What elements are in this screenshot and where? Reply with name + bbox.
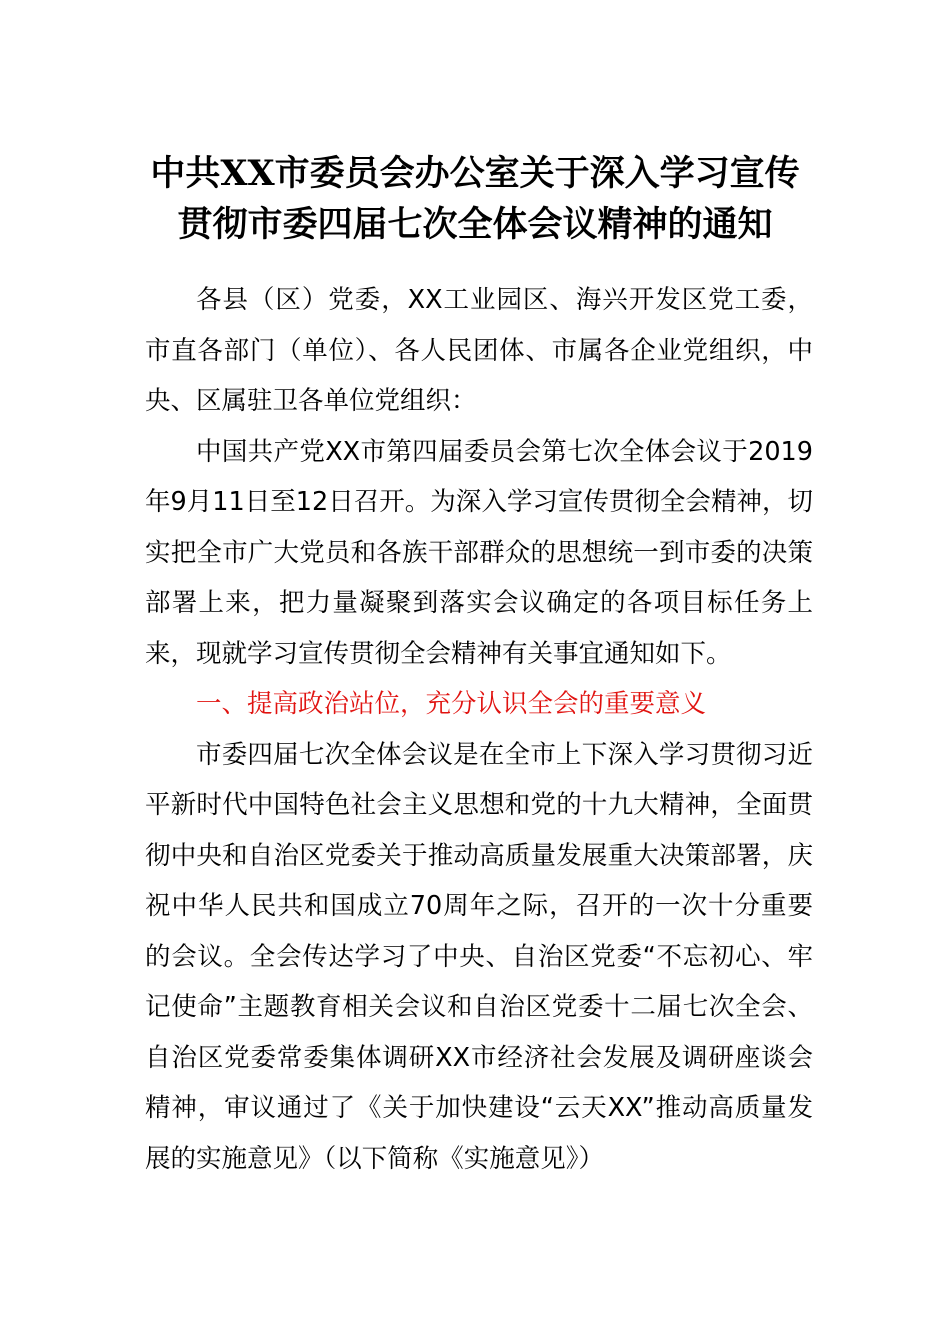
document-body (145, 275, 813, 1184)
title-line-2: 贯彻市委四届七次全体会议精神的通知 (177, 204, 773, 245)
document-title (100, 148, 850, 250)
title-line-1: 中共XX市委员会办公室关于深入学习宣传 (150, 153, 800, 194)
section-1-heading: 一、提高政治站位，充分认识全会的重要意义 (196, 689, 707, 719)
addressee-paragraph: 各县（区）党委，XX工业园区、海兴开发区党工委，市直各部门（单位）、各人民团体、市属各企业党组织，中央、区属驻卫各单位党组织： (145, 285, 813, 416)
section-1-paragraph: 市委四届七次全体会议是在全市上下深入学习贯彻习近平新时代中国特色社会主义思想和党的十九大精神，全面贯彻中央和自治区党委关于推动高质量发展重大决策部署，庆祝中华人民共和国成立70周年之际，召开的一次十分重要的会议。全会传达学习了中央、自治区党委“不忘初心、牢记使命”主题教育相关会议和自治区党委十二届七次全会、自治区党委常委集体调研XX市经济社会发展及调研座谈会精神，审议通过了《关于加快建设“云天XX”推动高质量发展的实施意见》（以下简称《实施意见》） (145, 739, 813, 1174)
intro-paragraph: 中国共产党XX市第四届委员会第七次全体会议于2019年9月11日至12日召开。为深入学习宣传贯彻全会精神，切实把全市广大党员和各族干部群众的思想统一到市委的决策部署上来，把力量凝聚到落实会议确定的各项目标任务上来，现就学习宣传贯彻全会精神有关事宜通知如下。 (145, 436, 813, 669)
